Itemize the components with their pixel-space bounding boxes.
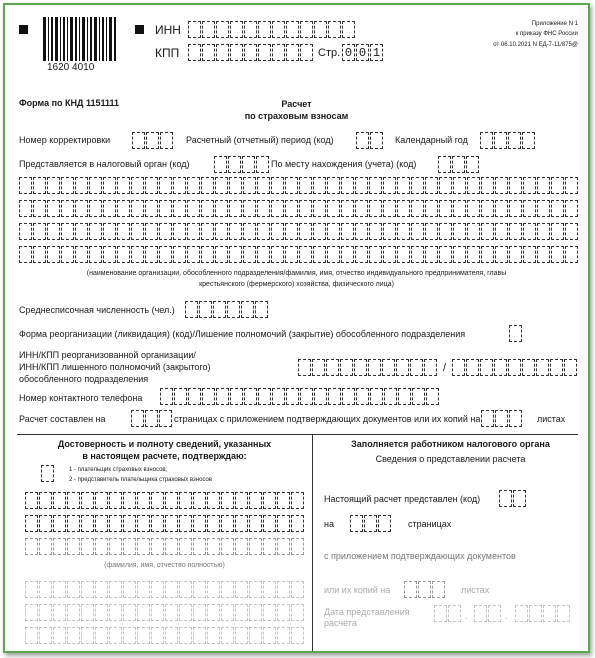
pages-count-field[interactable] xyxy=(131,410,173,427)
year-field[interactable] xyxy=(480,132,536,149)
submitted-code-field[interactable] xyxy=(499,490,527,507)
period-field[interactable] xyxy=(356,132,384,149)
org-name-row-2[interactable] xyxy=(19,200,579,217)
reorg-field[interactable] xyxy=(509,325,523,342)
rep-row-2[interactable] xyxy=(25,604,305,621)
rep-row-1[interactable] xyxy=(25,581,305,598)
reorg-inn-line-2: ИНН/КПП лишенного полномочий (закрытого) xyxy=(19,362,211,372)
reorg-inn-line-3: обособленного подразделения xyxy=(19,374,149,384)
form-title-line-1: Расчет xyxy=(281,99,312,109)
date-dot-2: . xyxy=(505,611,508,621)
barcode-icon xyxy=(41,17,121,63)
fio-caption: (фамилия, имя, отчество полностью) xyxy=(104,562,225,569)
submitted-pages-field[interactable] xyxy=(350,515,392,532)
kpp-field[interactable] xyxy=(188,44,314,61)
correction-field[interactable] xyxy=(132,132,174,149)
appendix-line-1: Приложение N 1 xyxy=(531,21,578,27)
section-divider-horizontal xyxy=(17,434,578,435)
tax-office-subtitle: Сведения о представлении расчета xyxy=(375,454,526,464)
location-field[interactable] xyxy=(438,156,480,173)
phone-label: Номер контактного телефона xyxy=(19,393,143,403)
page-label: Стр. xyxy=(318,47,341,59)
certify-option-2: 2 - представитель плательщика страховых взносов xyxy=(69,477,213,483)
appendix-line-2: к приказу ФНС России xyxy=(515,31,578,37)
barcode xyxy=(41,17,121,75)
date-year-field[interactable] xyxy=(515,605,571,622)
avg-headcount-field[interactable] xyxy=(185,301,269,318)
tax-authority-field[interactable] xyxy=(214,156,270,173)
page-number-field[interactable]: 0 0 1 xyxy=(342,44,384,61)
form-page xyxy=(3,3,590,653)
date-day-field[interactable] xyxy=(434,605,462,622)
copies-label: или их копий на xyxy=(324,585,391,595)
reorg-inn-field[interactable] xyxy=(298,359,438,376)
org-name-row-4[interactable] xyxy=(19,246,579,263)
avg-headcount-label: Среднесписочная численность (чел.) xyxy=(19,305,175,315)
org-caption-line-2: крестьянского (фермерского) хозяйства, физического лица) xyxy=(199,281,394,288)
date-label-line-2: расчета xyxy=(324,618,357,628)
form-knd: Форма по КНД 1151111 xyxy=(19,98,119,108)
copies-sheets-label: листах xyxy=(461,585,490,595)
tax-office-title: Заполняется работником налогового органа xyxy=(351,439,550,449)
correction-label: Номер корректировки xyxy=(19,135,111,145)
org-name-row-3[interactable] xyxy=(19,223,579,240)
appendix-line-3: от 06.10.2021 N ЕД-7-11/875@ xyxy=(493,42,578,48)
kpp-label: КПП xyxy=(155,46,180,60)
reorg-slash: / xyxy=(443,362,447,374)
date-month-field[interactable] xyxy=(474,605,502,622)
barcode-number: 1620 4010 xyxy=(47,62,95,73)
rep-row-3[interactable] xyxy=(25,627,305,644)
fio-row-3[interactable] xyxy=(25,538,305,555)
fio-row-1[interactable] xyxy=(25,492,305,509)
submitted-label: Настоящий расчет представлен (код) xyxy=(324,494,481,504)
sheets-label: листах xyxy=(537,414,566,424)
composed-label: Расчет составлен на xyxy=(19,414,106,424)
form-title-line-2: по страховым взносам xyxy=(244,111,349,121)
period-label: Расчетный (отчетный) период (код) xyxy=(186,135,334,145)
reorg-inn-line-1: ИНН/КПП реорганизованной организации/ xyxy=(19,350,196,360)
section-divider-vertical xyxy=(312,434,313,653)
phone-field[interactable] xyxy=(160,388,440,405)
pages-with-label: страницах с приложением подтверждающих документов или их копий на xyxy=(174,414,480,424)
corner-marker xyxy=(19,25,28,34)
inn-label: ИНН xyxy=(155,23,181,37)
certify-title-line-2: в настоящем расчете, подтверждаю: xyxy=(82,451,247,461)
certify-type-field[interactable] xyxy=(41,465,55,482)
org-caption-line-1: (наименование организации, обособленного подразделения/фамилия, имя, отчество индивидуального предпринимателя, главы xyxy=(86,270,507,277)
on-label: на xyxy=(324,519,334,529)
reorg-kpp-field[interactable] xyxy=(452,359,578,376)
location-label: По месту нахождения (учета) (код) xyxy=(271,159,417,169)
copies-sheets-field[interactable] xyxy=(404,581,446,598)
certify-option-1: 1 - плательщик страховых взносов; xyxy=(69,467,168,473)
org-name-row-1[interactable] xyxy=(19,177,579,194)
inn-field[interactable] xyxy=(188,21,356,38)
tax-authority-label: Представляется в налоговый орган (код) xyxy=(19,159,190,169)
submitted-pages-label: страницах xyxy=(408,519,452,529)
reorg-label: Форма реорганизации (ликвидация) (код)/Лишение полномочий (закрытие) обособленного подразделения xyxy=(19,329,466,339)
certify-title-line-1: Достоверность и полноту сведений, указанных xyxy=(57,439,272,449)
year-label: Календарный год xyxy=(395,135,468,145)
date-dot-1: . xyxy=(465,611,468,621)
fio-row-2[interactable] xyxy=(25,515,305,532)
date-label-line-1: Дата представления xyxy=(324,607,410,617)
sheets-count-field[interactable] xyxy=(481,410,523,427)
corner-marker xyxy=(135,25,144,34)
docs-label: с приложением подтверждающих документов xyxy=(324,551,516,561)
